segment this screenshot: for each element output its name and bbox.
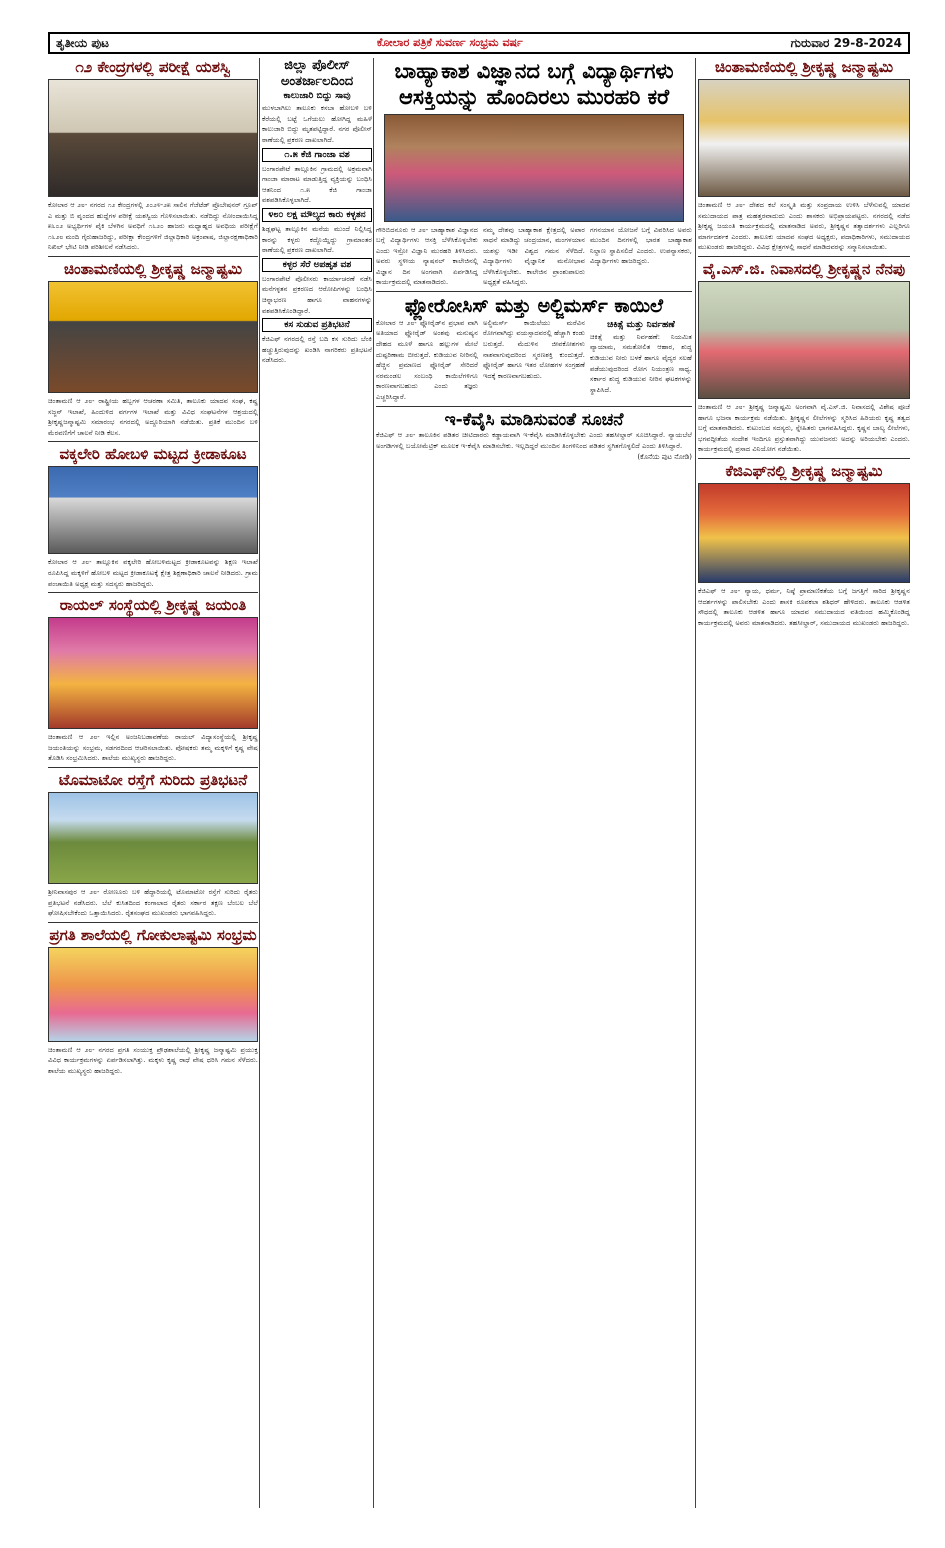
article-body: ಚಿಂತಾಮಣಿ ಆ ೨೮- ರಾಷ್ಟ್ರೀಯ ಹಬ್ಬಗಳ ಆಚರಣಾ ಸಮಿತಿ, ತಾಲೂಕು ಯಾದವ ಸಂಘ, ಕಷ್ಣ ಸಜ್ಜನ್ ಇಲಾಖೆ, ಹಿಂದುಳಿದ ವರ್ಗಗಳ ಇಲಾಖೆ ಮತ್ತು ವಿವಿಧ ಸಂಘಟನೆಗಳ ಆಶ್ರಯದಲ್ಲಿ ಶ್ರೀಕೃಷ್ಣಜನ್ಮಾಷ್ಟಮಿ ಸಮಾರಂಭ ನಗರದಲ್ಲಿ ಅದ್ದೂರಿಯಾಗಿ ನಡೆಯಿತು. ಪ್ರತಿಕೆ ಮುಂದಿನ ಬಳಿ ಮೆರವಣಿಗೆಗೆ ಚಾಲನೆ ನೀಡಿ ಕೆಲಸ.: [48, 396, 258, 437]
lead-headline: ಬಾಹ್ಯಾಕಾಶ ವಿಜ್ಞಾನದ ಬಗ್ಗೆ ವಿದ್ಯಾರ್ಥಿಗಳು ಆಸಕ್ತಿಯನ್ನು ಹೊಂದಿರಲು ಮುರಹರಿ ಕರೆ: [394, 59, 674, 110]
page-label: ತೃತೀಯ ಪುಟ: [56, 35, 109, 50]
news-photo: [48, 792, 258, 884]
subheading: ಕಳ್ಳರ ಸೆರೆ ಅಪಹೃತ ವಶ: [262, 258, 372, 272]
article-body: ಗೌರಿಬಿದನೂರು ಆ ೨೮- ಬಾಹ್ಯಾಕಾಶ ವಿಜ್ಞಾನದ ಬಗ್ಗೆ ವಿದ್ಯಾರ್ಥಿಗಳು ಆಸಕ್ತಿ ಬೆಳೆಸಿಕೊಳ್ಳಬೇಕು ಎಂದು ಇಸ್ರೋ ವಿಜ್ಞಾನಿ ಮುರಹರಿ ತಿಳಿಸಿದರು. ಅವರು ಸ್ಥಳೀಯ ನ್ಯಾಷನಲ್ ಕಾಲೇಜಿನಲ್ಲಿ ವಿಜ್ಞಾನ ದಿನ ಅಂಗವಾಗಿ ಏರ್ಪಡಿಸಿದ್ದ ಕಾರ್ಯಕ್ರಮದಲ್ಲಿ ಮಾತನಾಡಿದರು.: [376, 225, 478, 287]
page-header: [48, 32, 910, 54]
divider: [698, 256, 910, 257]
headline: ಚಿಂತಾಮಣಿಯಲ್ಲಿ ಶ್ರೀಕೃಷ್ಣ ಜನ್ಮಾಷ್ಟಮಿ: [714, 58, 894, 76]
article-body: ಶಿಡ್ಲಘಟ್ಟ ತಾಲ್ಲೂಕಿನ ಮನೆಯ ಮುಂದೆ ನಿಲ್ಲಿಸಿದ್ದ ಕಾರನ್ನು ಕಳ್ಳರು ಕದ್ದೊಯ್ದಿದ್ದು ಗ್ರಾಮಾಂತರ ಠಾಣೆಯಲ್ಲಿ ಪ್ರಕರಣ ದಾಖಲಾಗಿದೆ.: [262, 224, 372, 255]
article-body: ಕೆಜಿಎಫ್ ಆ ೨೮- ತಾಲೂಕಿನ ಪಡಿತರ ಚೀಟಿದಾರರು ಕಡ್ಡಾಯವಾಗಿ ಇ-ಕೆವೈಸಿ ಮಾಡಿಸಿಕೊಳ್ಳಬೇಕು ಎಂದು ತಹಸೀಲ್ದಾರ್ ಸೂಚಿಸಿದ್ದಾರೆ. ನ್ಯಾಯಬೆಲೆ ಅಂಗಡಿಗಳಲ್ಲಿ ಬಯೋಮೆಟ್ರಿಕ್ ಮೂಲಕ ಇ-ಕೆವೈಸಿ ಮಾಡಿಸಬೇಕು. ಇಲ್ಲದಿದ್ದರೆ ಮುಂದಿನ ತಿಂಗಳಿನಿಂದ ಪಡಿತರ ಸ್ಥಗಿತಗೊಳ್ಳಲಿದೆ ಎಂದು ತಿಳಿಸಿದ್ದಾರೆ.: [376, 431, 692, 450]
issue-date: ಗುರುವಾರ 29-8-2024: [790, 35, 902, 50]
headline: ೧೨ ಕೇಂದ್ರಗಳಲ್ಲಿ ಪರೀಕ್ಷೆ ಯಶಸ್ವಿ: [75, 58, 231, 76]
news-photo: [48, 281, 258, 393]
subheading: ಚಿಕಿತ್ಸೆ ಮತ್ತು ನಿರ್ವಹಣೆ: [607, 319, 675, 330]
article-body: ಶ್ರೀನಿವಾಸಪುರ ಆ ೨೮- ರೋಣೂರು ಬಳಿ ಹೆದ್ದಾರಿಯಲ್ಲಿ ಟೊಮಾಟೋ ರಸ್ತೆಗೆ ಸುರಿದು ರೈತರು ಪ್ರತಿಭಟನೆ ನಡೆಸಿದರು. ಬೆಲೆ ಕುಸಿತದಿಂದ ಕಂಗಾಲಾದ ರೈತರು ಸರ್ಕಾರ ತಕ್ಷಣ ಬೆಂಬಲ ಬೆಲೆ ಘೋಷಿಸಬೇಕೆಂದು ಒತ್ತಾಯಿಸಿದರು. ರೈತಸಂಘದ ಮುಖಂಡರು ಭಾಗವಹಿಸಿದ್ದರು.: [48, 887, 258, 918]
news-photo: [48, 947, 258, 1042]
divider: [376, 406, 692, 407]
article-body: ಚಿಂತಾಮಣಿ ಆ ೨೮- ನಗರದ ಪ್ರಗತಿ ಸಂಯುಕ್ತ ಪ್ರೌಢಶಾಲೆಯಲ್ಲಿ ಶ್ರೀಕೃಷ್ಣ ಜನ್ಮಾಷ್ಟಮಿ ಪ್ರಯುಕ್ತ ವಿವಿಧ ಕಾರ್ಯಕ್ರಮಗಳನ್ನು ಏರ್ಪಡಿಸಲಾಗಿತ್ತು. ಮಕ್ಕಳು ಕೃಷ್ಣ ರಾಧೆ ವೇಷ ಧರಿಸಿ ಗಮನ ಸೆಳೆದರು. ಶಾಲೆಯ ಮುಖ್ಯಸ್ಥರು ಹಾಜರಿದ್ದರು.: [48, 1045, 258, 1075]
subheading: ೧.೫ ಕೆಜಿ ಗಾಂಜಾ ವಶ: [262, 148, 372, 162]
lead-photo: [384, 114, 684, 222]
article-body: ಕೋಲಾರ ಆ ೨೮- ತಾಲ್ಲೂಕಿನ ವಕ್ಕಲೇರಿ ಹೋಬಳಿಮಟ್ಟದ ಕ್ರೀಡಾಕೂಟವನ್ನು ಶಿಕ್ಷಣ ಇಲಾಖೆ ರೂಪಿಸಿದ್ದ ಮಕ್ಕಳಿಗೆ ಹೋಬಳಿ ಮಟ್ಟದ ಕ್ರೀಡಾಕೂಟಕ್ಕೆ ಕ್ಷೇತ್ರ ಶಿಕ್ಷಣಾಧಿಕಾರಿ ಚಾಲನೆ ನೀಡಿದರು. ಗ್ರಾಮ ಪಂಚಾಯಿತಿ ಅಧ್ಯಕ್ಷ ಮತ್ತು ಸದಸ್ಯರು ಹಾಜರಿದ್ದರು.: [48, 558, 258, 588]
divider: [698, 458, 910, 459]
article-body: ಕೋಲಾರ ಆ ೨೮- ನಗರದ ೧೨ ಕೇಂದ್ರಗಳಲ್ಲಿ ೨೦೨೪-೨೫ ಸಾಲಿನ ಗೆಜೆಟೆಡ್ ಪ್ರೊಬೇಷನರ್ ಗ್ರೂಪ್ ಎ ಮತ್ತು ಬಿ ವೃಂದದ ಹುದ್ದೆಗಳ ಪರೀಕ್ಷೆ ಯಶಸ್ವಿಯ ಗೊಳಿಸಲಾಯಿತು. ನಡೆದಿದ್ದು ನೋಂದಾಯಿಸಿದ್ದ ೫೬೦೨ ಅಭ್ಯರ್ಥಿಗಳ ಪೈಕಿ ಬೆಳಗಿನ ಅವಧಿಗೆ ೧೬೨೦ ಹಾಜರು ಮಧ್ಯಾಹ್ನದ ಅವಧಿಯ ಪರೀಕ್ಷೆಗೆ ೧೬೨೮ ಮಂದಿ ಗೈರುಹಾಜರಿದ್ದು, ಪರೀಕ್ಷಾ ಕೇಂದ್ರಗಳಿಗೆ ಜಿಲ್ಲಾಧಿಕಾರಿ ಅಕ್ರಂಪಾಷ, ಜಿಲ್ಲಾರಕ್ಷಣಾಧಿಕಾರಿ ನಿಖಿಲ್ ಭೇಟಿ ನೀಡಿ ಪರಿಶೀಲನೆ ನಡೆಸಿದರು.: [48, 201, 258, 252]
column-police-news: [262, 58, 372, 1508]
headline: ಟೊಮಾಟೋ ರಸ್ತೆಗೆ ಸುರಿದು ಪ್ರತಿಭಟನೆ: [58, 770, 248, 789]
section-title: ಜಿಲ್ಲಾ ಪೊಲೀಸ್ ಅಂತರ್ಜಾಲದಿಂದ: [280, 58, 354, 89]
news-photo: [698, 483, 910, 583]
subheading: ಕಸ ಸುಡುವ ಪ್ರತಿಭಟನೆ: [262, 318, 372, 332]
news-photo: [698, 281, 910, 399]
article-body: ಬಂಗಾರಪೇಟೆ ಪೊಲೀಸರು ಕಾರ್ಯಾಚರಣೆ ನಡೆಸಿ ಮನೆಗಳ್ಳತನ ಪ್ರಕರಣದ ಆರೋಪಿಗಳನ್ನು ಬಂಧಿಸಿ ಚಿನ್ನಾಭರಣ ಹಾಗೂ ವಾಹನಗಳನ್ನು ವಶಪಡಿಸಿಕೊಂಡಿದ್ದಾರೆ.: [262, 274, 372, 315]
article-body: ಚಿಂತಾಮಣಿ ಆ ೨೮- ದೇಶದ ಕಲೆ ಸಂಸ್ಕೃತಿ ಮತ್ತು ಸಂಪ್ರದಾಯ ಉಳಿಸಿ ಬೆಳೆಸುವಲ್ಲಿ ಯಾದವ ಸಮುದಾಯದ ಪಾತ್ರ ಮಹತ್ತರವಾದುದು ಎಂದು ಶಾಸಕರು ಅಭಿಪ್ರಾಯಪಟ್ಟರು. ನಗರದಲ್ಲಿ ನಡೆದ ಶ್ರೀಕೃಷ್ಣ ಜಯಂತಿ ಕಾರ್ಯಕ್ರಮದಲ್ಲಿ ಮಾತನಾಡಿದ ಅವರು, ಶ್ರೀಕೃಷ್ಣನ ತತ್ವಾದರ್ಶಗಳು ಎಲ್ಲರಿಗೂ ಮಾರ್ಗದರ್ಶಕ ಎಂದರು. ತಾಲೂಕು ಯಾದವ ಸಂಘದ ಅಧ್ಯಕ್ಷರು, ಪದಾಧಿಕಾರಿಗಳು, ಸಮುದಾಯದ ಮುಖಂಡರು ಹಾಜರಿದ್ದರು. ವಿವಿಧ ಕ್ಷೇತ್ರಗಳಲ್ಲಿ ಸಾಧನೆ ಮಾಡಿದವರನ್ನು ಸನ್ಮಾನಿಸಲಾಯಿತು.: [698, 201, 910, 252]
headline: ವಕ್ಕಲೇರಿ ಹೋಬಳಿ ಮಟ್ಟದ ಕ್ರೀಡಾಕೂಟ: [59, 445, 247, 464]
article-body: ನಮ್ಮ ದೇಶವು ಬಾಹ್ಯಾಕಾಶ ಕ್ಷೇತ್ರದಲ್ಲಿ ಅಪಾರ ಸಾಧನೆ ಮಾಡಿದ್ದು ಚಂದ್ರಯಾನ, ಮಂಗಳಯಾನ ಯಶಸ್ಸು ಇಡೀ ವಿಶ್ವದ ಗಮನ ಸೆಳೆದಿದೆ. ವಿದ್ಯಾರ್ಥಿಗಳು ವೈಜ್ಞಾನಿಕ ಮನೋಭಾವ ಬೆಳೆಸಿಕೊಳ್ಳಬೇಕು. ಕಾಲೇಜಿನ ಪ್ರಾಂಶುಪಾಲರು ಅಧ್ಯಕ್ಷತೆ ವಹಿಸಿದ್ದರು.: [483, 225, 585, 287]
headline: ಚಿಂತಾಮಣಿಯಲ್ಲಿ ಶ್ರೀಕೃಷ್ಣ ಜನ್ಮಾಷ್ಟಮಿ: [63, 259, 243, 278]
column-left: [48, 58, 258, 1508]
divider: [48, 767, 258, 768]
article-body: ಚಿಂತಾಮಣಿ ಆ ೨೮- ಇಲ್ಲಿನ ಅಂಜನಿಬಡಾವಣೆಯ ರಾಯಲ್ ವಿದ್ಯಾಸಂಸ್ಥೆಯಲ್ಲಿ ಶ್ರೀಕೃಷ್ಣ ಜಯಂತಿಯನ್ನು ಸಂಭ್ರಮ, ಸಡಗರದಿಂದ ಆಚರಿಸಲಾಯಿತು. ಪೋಷಕರು ತಮ್ಮ ಮಕ್ಕಳಿಗೆ ಕೃಷ್ಣ ವೇಷ ತೊಡಿಸಿ ಸಂಭ್ರಮಿಸಿದರು. ಶಾಲೆಯ ಮುಖ್ಯಸ್ಥರು ಹಾಜರಿದ್ದರು.: [48, 733, 258, 763]
column-divider: [695, 58, 696, 1508]
headline: ಪ್ರಗತಿ ಶಾಲೆಯಲ್ಲಿ ಗೋಕುಲಾಷ್ಟಮಿ ಸಂಭ್ರಮ: [49, 925, 257, 944]
divider: [48, 592, 258, 593]
feature-article: [376, 318, 692, 403]
subheading: ಕಾಲುಜಾರಿ ಬಿದ್ದು ಸಾವು: [283, 91, 351, 102]
notice-headline: ಇ-ಕೆವೈಸಿ ಮಾಡಿಸುವಂತೆ ಸೂಚನೆ: [444, 409, 624, 430]
article-body: ಕೋಲಾರ ಆ ೨೮- ಫ್ಲೋರೈಡ್‌ನ ಪ್ರಭಾವ ವಾಗಿ ಅತಿಯಾದ ಫ್ಲೋರೈಡ್ ಅಂಶವು ಮನುಷ್ಯನ ದೇಹದ ಮೂಳೆ ಹಾಗೂ ಹಲ್ಲುಗಳ ಮೇಲೆ ದುಷ್ಪರಿಣಾಮ ಬೀರುತ್ತದೆ. ಕುಡಿಯುವ ನೀರಿನಲ್ಲಿ ಹೆಚ್ಚಿನ ಪ್ರಮಾಣದ ಫ್ಲೋರೈಡ್ ಸೇರಿದರೆ ನರಮಂಡಲ ಸಂಬಂಧಿ ಕಾಯಿಲೆಗಳಿಗೂ ಕಾರಣವಾಗಬಹುದು ಎಂದು ತಜ್ಞರು ಎಚ್ಚರಿಸಿದ್ದಾರೆ.: [376, 318, 478, 402]
divider: [376, 291, 692, 292]
feature-headline: ಫ್ಲೋರೋಸಿಸ್ ಮತ್ತು ಅಲ್ಜಿಮರ್ಸ್ ಕಾಯಿಲೆ: [404, 295, 664, 318]
headline: ರಾಯಲ್ ಸಂಸ್ಥೆಯಲ್ಲಿ ಶ್ರೀಕೃಷ್ಣ ಜಯಂತಿ: [59, 596, 247, 615]
divider: [48, 922, 258, 923]
banner-title: ಕೋಲಾರ ಪತ್ರಿಕೆ ಸುವರ್ಣ ಸಂಭ್ರಮ ವರ್ಷ: [376, 36, 523, 49]
divider: [48, 256, 258, 257]
subheading: ೪೮೦ ಲಕ್ಷ ಮೌಲ್ಯದ ಕಾರು ಕಳ್ಳತನ: [262, 208, 372, 222]
divider: [48, 441, 258, 442]
continued-note: (ಕೊನೆಯ ಪುಟ ನೋಡಿ): [637, 453, 692, 462]
article-body: ಅಲ್ಜಿಮರ್ಸ್ ಕಾಯಿಲೆಯು ಮರೆವಿನ ರೋಗವಾಗಿದ್ದು ವಯಸ್ಸಾದವರಲ್ಲಿ ಹೆಚ್ಚಾಗಿ ಕಂಡು ಬರುತ್ತದೆ. ಮೆದುಳಿನ ಜೀವಕೋಶಗಳು ನಾಶವಾಗುವುದರಿಂದ ಸ್ಮರಣಶಕ್ತಿ ಕುಂದುತ್ತದೆ. ಫ್ಲೋರೈಡ್ ಹಾಗೂ ಇತರ ಲೋಹಗಳ ಸಂಗ್ರಹಣೆ ಇದಕ್ಕೆ ಕಾರಣವಾಗಬಹುದು.: [483, 318, 585, 380]
article-body: ಮುಳಬಾಗಿಲು ತಾಲೂಕು ಕಸಬಾ ಹೋಬಳಿ ಬಳಿ ಕೆರೆಯಲ್ಲಿ ಬಟ್ಟೆ ಒಗೆಯಲು ಹೋಗಿದ್ದ ಮಹಿಳೆ ಕಾಲುಜಾರಿ ಬಿದ್ದು ಮೃತಪಟ್ಟಿದ್ದಾರೆ. ನಗರ ಪೊಲೀಸ್ ಠಾಣೆಯಲ್ಲಿ ಪ್ರಕರಣ ದಾಖಲಾಗಿದೆ.: [262, 104, 372, 144]
news-photo: [48, 617, 258, 729]
news-photo: [48, 466, 258, 554]
column-center: [376, 58, 692, 1508]
article-body: ಕೆಜಿಎಫ್ ನಗರದಲ್ಲಿ ರಸ್ತೆ ಬದಿ ಕಸ ಸುರಿದು ಬೆಂಕಿ ಹಚ್ಚುತ್ತಿರುವುದನ್ನು ಖಂಡಿಸಿ ನಾಗರಿಕರು ಪ್ರತಿಭಟನೆ ನಡೆಸಿದರು.: [262, 335, 372, 365]
article-body: ಚಿಂತಾಮಣಿ ಆ ೨೮- ಶ್ರೀಕೃಷ್ಣ ಜನ್ಮಾಷ್ಟಮಿ ಅಂಗವಾಗಿ ವೈ.ಎಸ್.ಜಿ. ನಿವಾಸದಲ್ಲಿ ವಿಶೇಷ ಪೂಜೆ ಹಾಗೂ ಭಜನಾ ಕಾರ್ಯಕ್ರಮ ನಡೆಯಿತು. ಶ್ರೀಕೃಷ್ಣನ ಲೀಲೆಗಳನ್ನು ಸ್ಮರಿಸಿದ ಹಿರಿಯರು ಕೃಷ್ಣ ತತ್ವದ ಬಗ್ಗೆ ಮಾತನಾಡಿದರು. ಕುಟುಂಬದ ಸದಸ್ಯರು, ಸ್ನೇಹಿತರು ಭಾಗವಹಿಸಿದ್ದರು. ಕೃಷ್ಣನ ಬಾಲ್ಯ ಲೀಲೆಗಳು, ಭಗವದ್ಗೀತೆಯ ಸಂದೇಶ ಇಂದಿಗೂ ಪ್ರಸ್ತುತವಾಗಿದ್ದು ಯುವಜನರು ಅದನ್ನು ಅರಿಯಬೇಕು ಎಂದರು. ಕಾರ್ಯಕ್ರಮದಲ್ಲಿ ಪ್ರಸಾದ ವಿನಿಯೋಗ ನಡೆಯಿತು.: [698, 402, 910, 454]
news-photo: [48, 79, 258, 197]
headline: ಕೆಜಿಎಫ್‌ನಲ್ಲಿ ಶ್ರೀಕೃಷ್ಣ ಜನ್ಮಾಷ್ಟಮಿ: [725, 461, 883, 480]
article-body: ಗಗನಯಾನ ಯೋಜನೆ ಬಗ್ಗೆ ವಿವರಿಸಿದ ಅವರು ಮುಂದಿನ ದಿನಗಳಲ್ಲಿ ಭಾರತ ಬಾಹ್ಯಾಕಾಶ ನಿಲ್ದಾಣ ಸ್ಥಾಪಿಸಲಿದೆ ಎಂದರು. ಉಪನ್ಯಾಸಕರು, ವಿದ್ಯಾರ್ಥಿಗಳು ಹಾಜರಿದ್ದರು.: [590, 225, 692, 266]
article-body: ಕೆಜಿಎಫ್ ಆ ೨೮- ನ್ಯಾಯ, ಧರ್ಮ, ನಿಷ್ಠೆ ಪ್ರಾಮಾಣಿಕತೆಯ ಬಗ್ಗೆ ಜಗತ್ತಿಗೆ ಸಾರಿದ ಶ್ರೀಕೃಷ್ಣನ ಆದರ್ಶಗಳನ್ನು ಪಾಲಿಸಬೇಕು ಎಂದು ಶಾಸಕಿ ರೂಪಕಲಾ ಶಶಿಧರ್ ಹೇಳಿದರು. ತಾಲೂಕು ಆಡಳಿತ ಸೌಧದಲ್ಲಿ ತಾಲೂಕು ಆಡಳಿತ ಹಾಗೂ ಯಾದವ ಸಮುದಾಯದ ವತಿಯಿಂದ ಹಮ್ಮಿಕೊಂಡಿದ್ದ ಕಾರ್ಯಕ್ರಮದಲ್ಲಿ ಅವರು ಮಾತನಾಡಿದರು. ತಹಸೀಲ್ದಾರ್, ಸಮುದಾಯದ ಮುಖಂಡರು ಹಾಜರಿದ್ದರು.: [698, 586, 910, 627]
column-divider: [373, 58, 374, 1508]
lead-article: [376, 225, 692, 289]
news-photo: [698, 79, 910, 197]
column-divider: [259, 58, 260, 1508]
article-body: ಚಿಕಿತ್ಸೆ ಮತ್ತು ನಿರ್ವಹಣೆ: ನಿಯಮಿತ ವ್ಯಾಯಾಮ, ಸಮತೋಲಿತ ಆಹಾರ, ಶುದ್ಧ ಕುಡಿಯುವ ನೀರು ಬಳಕೆ ಹಾಗೂ ವೈದ್ಯರ ಸಲಹೆ ಪಡೆಯುವುದರಿಂದ ರೋಗ ನಿಯಂತ್ರಣ ಸಾಧ್ಯ. ಸರ್ಕಾರ ಶುದ್ಧ ಕುಡಿಯುವ ನೀರಿನ ಘಟಕಗಳನ್ನು ಸ್ಥಾಪಿಸಿದೆ.: [590, 332, 692, 394]
column-right: [698, 58, 910, 1508]
headline: ವೈ.ಎಸ್.ಜಿ. ನಿವಾಸದಲ್ಲಿ ಶ್ರೀಕೃಷ್ಣನ ನೆನಪು: [702, 259, 906, 278]
article-body: ಬಂಗಾರಪೇಟೆ ತಾಲ್ಲೂಕಿನ ಗ್ರಾಮದಲ್ಲಿ ಅಕ್ರಮವಾಗಿ ಗಾಂಜಾ ಮಾರಾಟ ಮಾಡುತ್ತಿದ್ದ ವ್ಯಕ್ತಿಯನ್ನು ಬಂಧಿಸಿ ಆತನಿಂದ ೧.೫ ಕೆಜಿ ಗಾಂಜಾ ವಶಪಡಿಸಿಕೊಳ್ಳಲಾಗಿದೆ.: [262, 164, 372, 205]
